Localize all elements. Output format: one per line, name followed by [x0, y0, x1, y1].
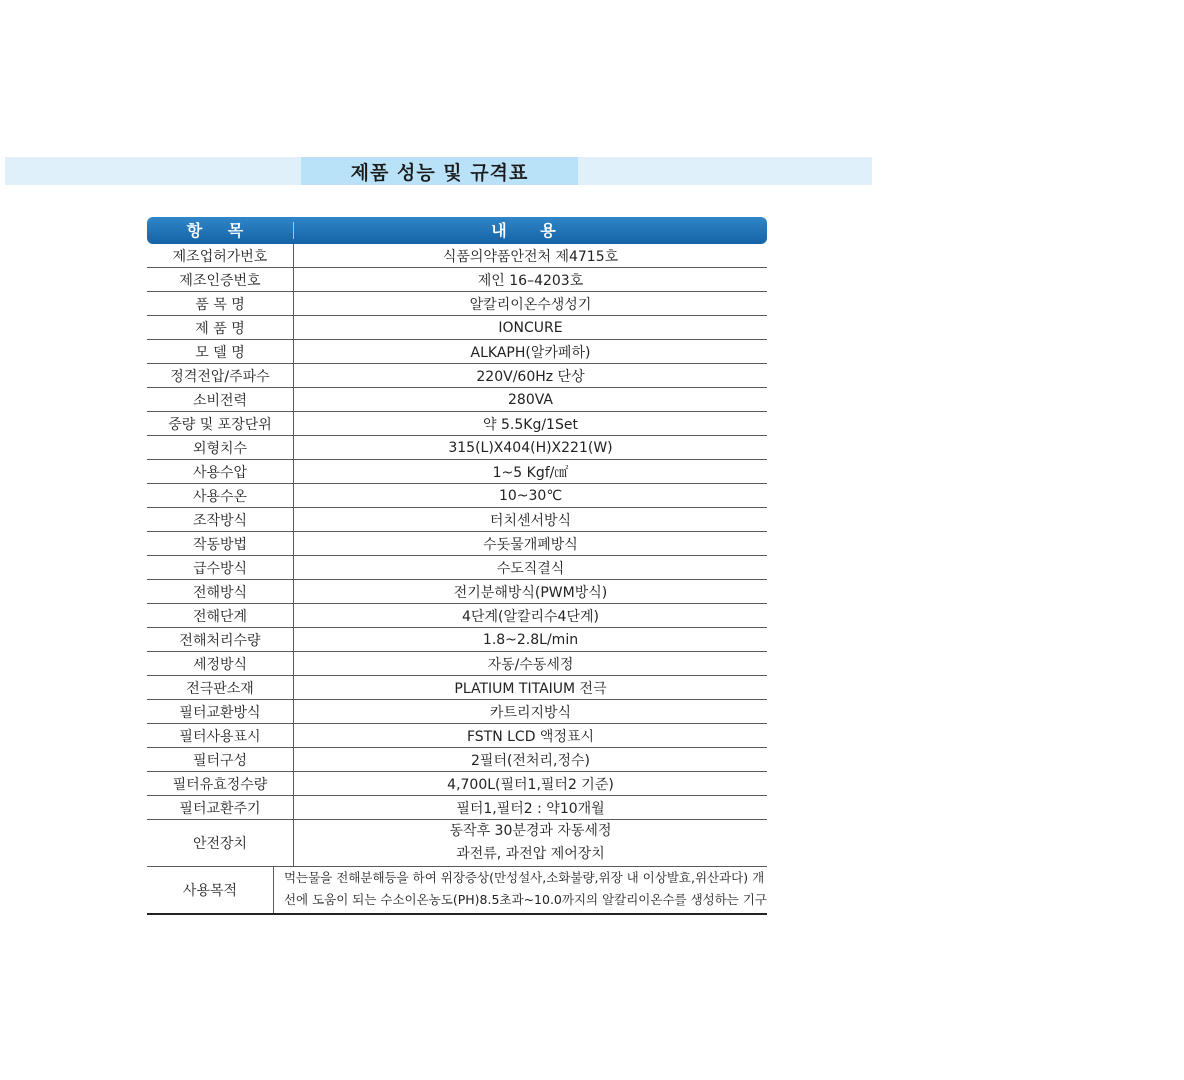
table-row	[147, 436, 767, 460]
table-row-safety	[147, 820, 767, 867]
table-row	[147, 484, 767, 508]
row-label: 급수방식	[147, 556, 294, 579]
table-row	[147, 604, 767, 628]
row-value: 280VA	[508, 391, 553, 408]
header-content: 내 용	[491, 221, 570, 240]
row-label: 제조인증번호	[147, 268, 294, 291]
row-value: FSTN LCD 액정표시	[466, 728, 595, 745]
row-value: 제인 16–4203호	[477, 272, 584, 289]
table-row	[147, 580, 767, 604]
row-value: 수돗물개폐방식	[483, 536, 578, 553]
row-label: 전해방식	[147, 580, 294, 603]
table-row	[147, 244, 767, 268]
table-row	[147, 556, 767, 580]
row-label: 필터교환주기	[147, 796, 294, 819]
table-row	[147, 316, 767, 340]
row-value: 자동/수동세정	[487, 656, 574, 673]
row-value: 2필터(전처리,정수)	[471, 752, 590, 769]
row-label: 필터유효정수량	[147, 772, 294, 795]
table-row	[147, 772, 767, 796]
row-value: 4,700L(필터1,필터2 기준)	[447, 776, 614, 793]
row-label: 사용목적	[147, 867, 274, 913]
row-label: 정격전압/주파수	[147, 364, 294, 387]
row-value: 카트리지방식	[489, 704, 572, 721]
row-label: 사용수압	[147, 460, 294, 483]
row-value	[274, 867, 767, 913]
row-value: 315(L)X404(H)X221(W)	[448, 439, 613, 456]
row-value: PLATIUM TITAIUM 전극	[454, 680, 607, 697]
row-label: 안전장치	[147, 820, 294, 866]
table-row	[147, 796, 767, 820]
row-value: ALKAPH(알카페하)	[470, 344, 591, 361]
safety-line-1: 동작후 30분경과 자동세정	[449, 823, 612, 839]
row-value: 4단계(알칼리수4단계)	[462, 608, 599, 625]
table-row	[147, 676, 767, 700]
row-value	[294, 820, 767, 866]
table-row	[147, 508, 767, 532]
table-row	[147, 412, 767, 436]
spec-table	[147, 217, 767, 915]
row-label: 전극판소재	[147, 676, 294, 699]
row-value: IONCURE	[498, 319, 563, 336]
row-value: 1.8~2.8L/min	[482, 631, 579, 648]
row-value: 식품의약품안전처 제4715호	[442, 248, 619, 265]
table-row	[147, 388, 767, 412]
table-row	[147, 532, 767, 556]
row-value: 수도직결식	[496, 560, 565, 577]
row-value: 220V/60Hz 단상	[476, 368, 585, 385]
table-row	[147, 292, 767, 316]
row-label: 제조업허가번호	[147, 244, 294, 267]
table-row	[147, 628, 767, 652]
table-row	[147, 748, 767, 772]
row-label: 조작방식	[147, 508, 294, 531]
purpose-line-1: 먹는물을 전해분해등을 하여 위장증상(만성설사,소화불량,위장 내 이상발효,위산과다) 개	[283, 870, 765, 885]
header-item: 항 목	[147, 222, 294, 239]
row-label: 세정방식	[147, 652, 294, 675]
purpose-line-2: 선에 도움이 되는 수소이온농도(PH)8.5초과~10.0까지의 알칼리이온수를 생성하는 기구	[283, 892, 767, 907]
row-label: 필터구성	[147, 748, 294, 771]
row-value: 필터1,필터2 : 약10개월	[456, 800, 605, 817]
row-label: 전해단계	[147, 604, 294, 627]
row-label: 모 델 명	[147, 340, 294, 363]
row-value: 전기분해방식(PWM방식)	[453, 584, 608, 601]
table-row	[147, 652, 767, 676]
safety-line-2: 과전류, 과전압 제어장치	[456, 846, 605, 862]
table-row-purpose	[147, 867, 767, 915]
row-value: 약 5.5Kg/1Set	[483, 416, 578, 433]
row-label: 사용수온	[147, 484, 294, 507]
row-value: 터치센서방식	[489, 512, 572, 529]
table-row	[147, 268, 767, 292]
row-label: 품 목 명	[147, 292, 294, 315]
table-row	[147, 724, 767, 748]
row-label: 제 품 명	[147, 316, 294, 339]
table-body	[147, 244, 767, 820]
row-label: 전해처리수량	[147, 628, 294, 651]
table-row	[147, 364, 767, 388]
row-label: 소비전력	[147, 388, 294, 411]
row-label: 작동방법	[147, 532, 294, 555]
row-value: 10~30℃	[498, 487, 563, 504]
page-title: 제품 성능 및 규격표	[301, 157, 578, 185]
table-row	[147, 460, 767, 484]
table-header	[147, 217, 767, 244]
row-value: 알칼리이온수생성기	[469, 296, 592, 313]
row-label: 외형치수	[147, 436, 294, 459]
row-label: 필터사용표시	[147, 724, 294, 747]
table-row	[147, 700, 767, 724]
table-row	[147, 340, 767, 364]
row-value: 1~5 Kgf/㎠	[492, 464, 569, 481]
row-label: 필터교환방식	[147, 700, 294, 723]
row-label: 중량 및 포장단위	[147, 412, 294, 435]
